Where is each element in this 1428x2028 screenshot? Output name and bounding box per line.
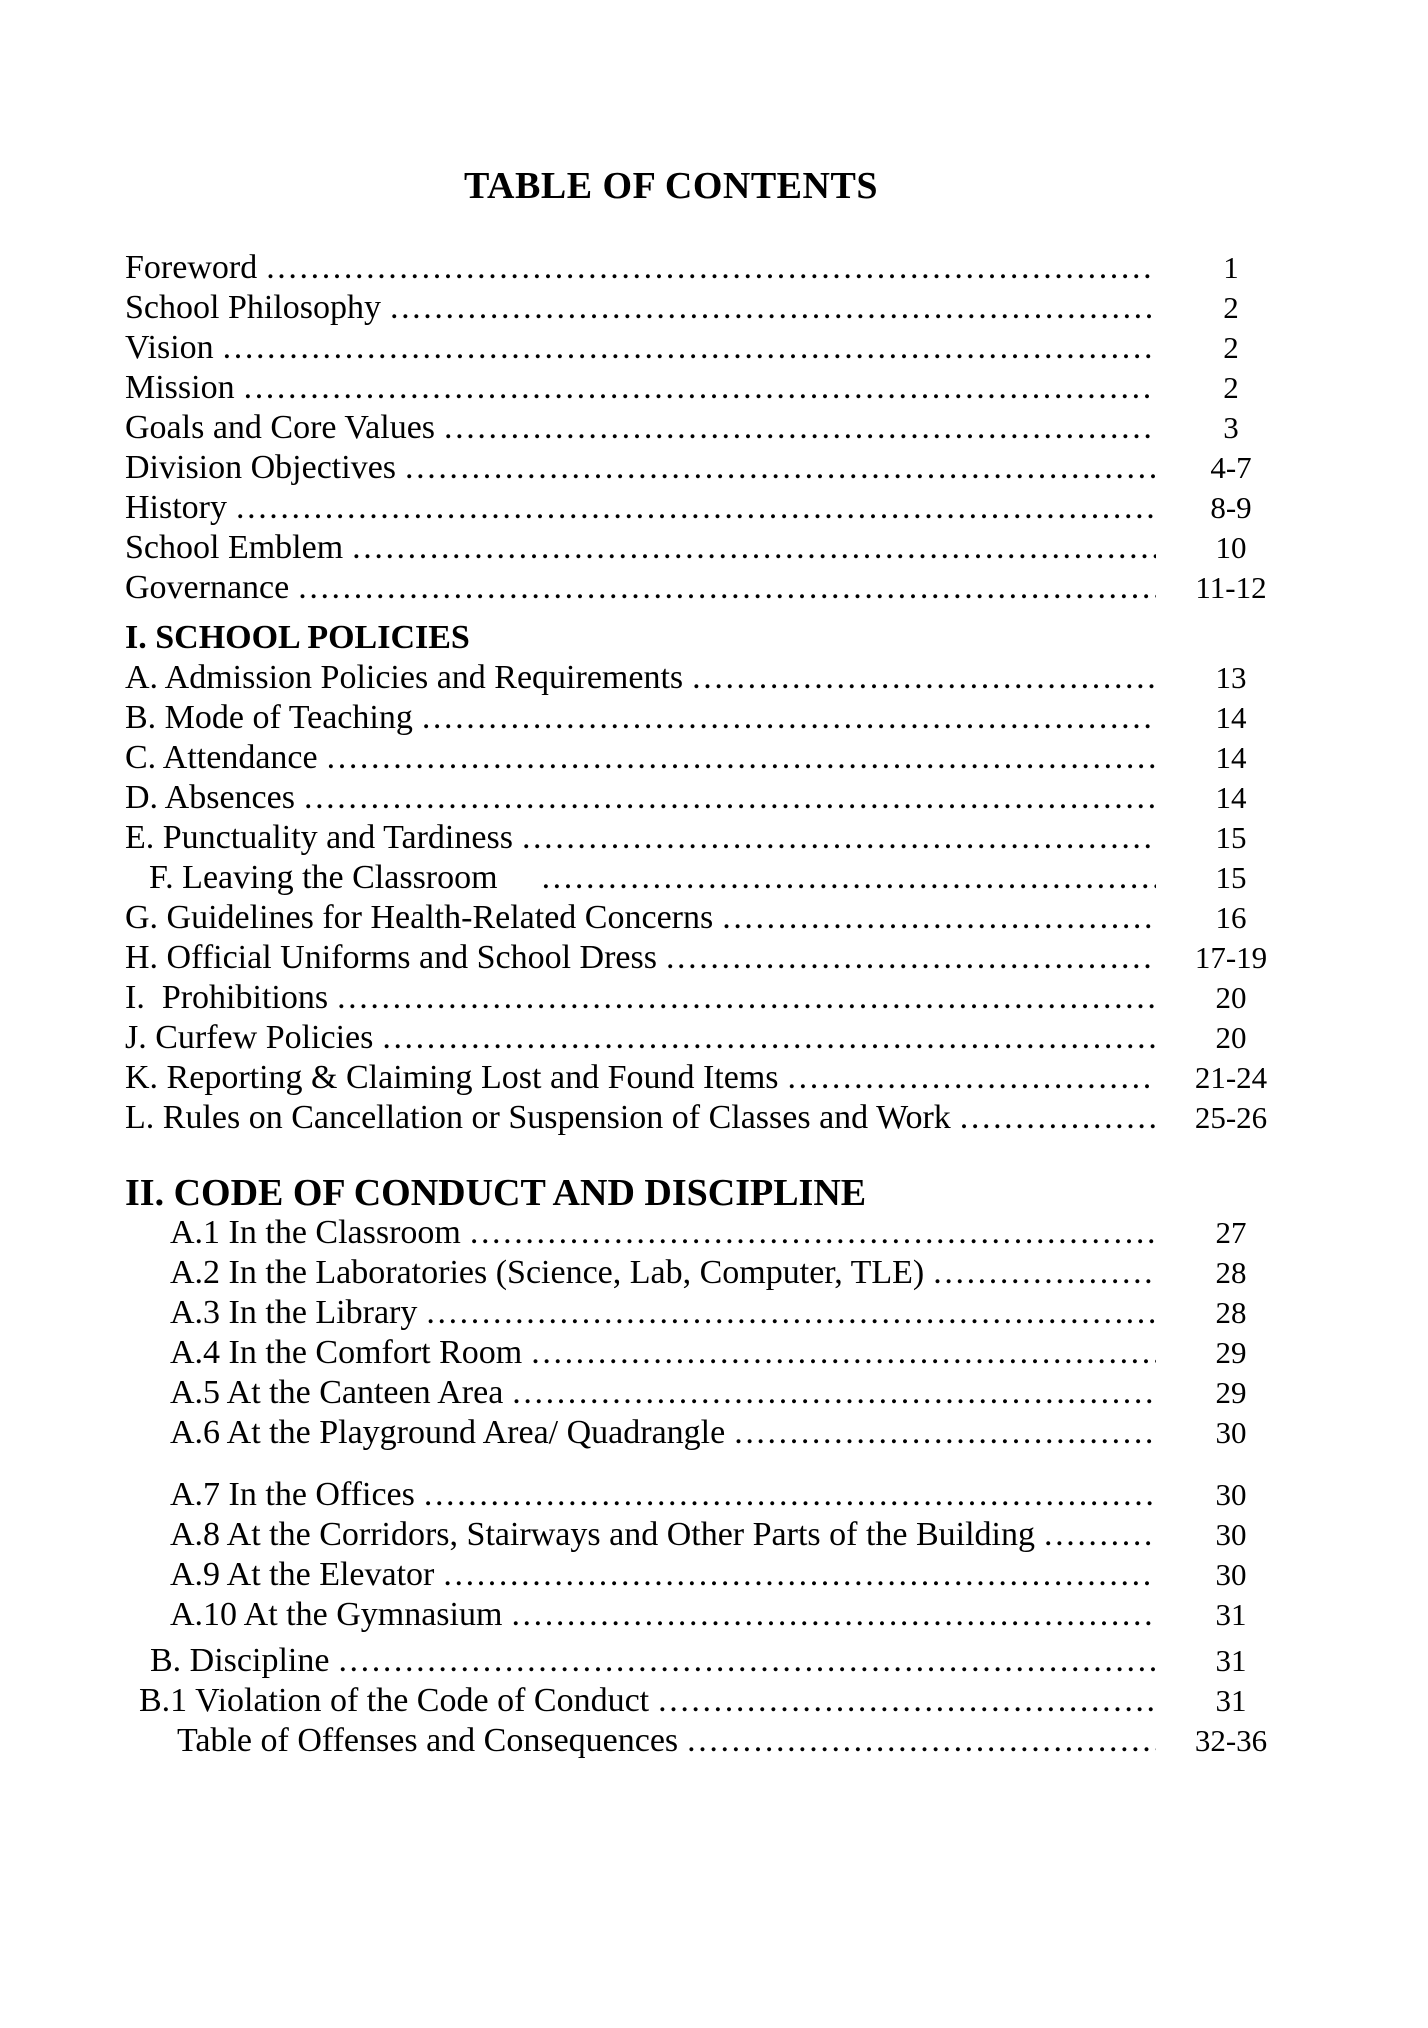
toc-entry	[122, 778, 1306, 818]
toc-entry-label: G. Guidelines for Health-Related Concerns	[125, 899, 714, 936]
section-heading-code-of-conduct: II. CODE OF CONDUCT AND DISCIPLINE	[125, 1172, 867, 1214]
toc-entry	[122, 1681, 1306, 1721]
dot-leader	[422, 698, 1156, 738]
dot-leader	[337, 978, 1156, 1018]
toc-entry-page: 21-24	[1194, 1060, 1268, 1095]
toc-entry	[122, 1058, 1306, 1098]
toc-entry	[122, 738, 1306, 778]
code-of-conduct-list	[122, 1213, 1306, 1761]
toc-entry	[122, 1333, 1306, 1373]
dot-leader	[352, 528, 1156, 568]
toc-entry-label: D. Absences	[125, 779, 295, 816]
toc-entry-page: 14	[1215, 740, 1247, 775]
toc-entry-page: 14	[1215, 780, 1247, 815]
toc-entry	[122, 898, 1306, 938]
toc-entry	[122, 1515, 1306, 1555]
toc-entry-label: K. Reporting & Claiming Lost and Found Items	[125, 1059, 779, 1096]
toc-entry-page: 30	[1215, 1557, 1247, 1592]
toc-entry-page: 31	[1215, 1597, 1247, 1632]
toc-entry	[122, 248, 1306, 288]
front-matter-list	[122, 248, 1306, 608]
toc-entry-label: I. Prohibitions	[125, 979, 329, 1016]
dot-leader	[658, 1681, 1156, 1721]
dot-leader	[244, 368, 1156, 408]
toc-entry-label: Governance	[125, 569, 290, 606]
toc-entry	[122, 658, 1306, 698]
dot-leader	[223, 328, 1156, 368]
toc-entry-page: 13	[1215, 660, 1247, 695]
toc-entry-label: Mission	[125, 369, 235, 406]
toc-entry	[122, 1293, 1306, 1333]
toc-entry-label: A.8 At the Corridors, Stairways and Other Parts of the Building	[170, 1516, 1036, 1553]
toc-entry-label: J. Curfew Policies	[125, 1019, 374, 1056]
toc-entry	[122, 1098, 1306, 1138]
toc-entry	[122, 368, 1306, 408]
toc-entry-label: History	[125, 489, 227, 526]
toc-entry-page: 30	[1215, 1477, 1247, 1512]
dot-leader	[522, 818, 1156, 858]
dot-leader	[327, 738, 1156, 778]
toc-entry-page: 11-12	[1195, 570, 1267, 605]
toc-entry	[122, 1253, 1306, 1293]
school-policies-list	[122, 658, 1306, 1138]
toc-entry	[122, 288, 1306, 328]
toc-entry-label: Division Objectives	[125, 449, 397, 486]
toc-entry-label: C. Attendance	[125, 739, 318, 776]
dot-leader	[531, 1333, 1156, 1373]
toc-entry-label: F. Leaving the Classroom	[149, 859, 498, 896]
toc-entry-page: 31	[1215, 1683, 1247, 1718]
dot-leader	[687, 1721, 1156, 1761]
dot-leader	[266, 248, 1156, 288]
toc-entry-page: 25-26	[1194, 1100, 1268, 1135]
dot-leader	[304, 778, 1156, 818]
toc-entry-label: B. Discipline	[150, 1642, 330, 1679]
toc-entry-label: A.4 In the Comfort Room	[170, 1334, 523, 1371]
dot-leader	[542, 858, 1156, 898]
toc-entry-page: 14	[1215, 700, 1247, 735]
toc-content	[122, 0, 1306, 1761]
toc-entry-page: 4-7	[1210, 450, 1252, 485]
dot-leader	[734, 1413, 1156, 1453]
dot-leader	[512, 1373, 1156, 1413]
dot-leader	[788, 1058, 1156, 1098]
dot-leader	[298, 568, 1156, 608]
toc-entry	[122, 1475, 1306, 1515]
dot-leader	[470, 1213, 1156, 1253]
dot-leader	[236, 488, 1156, 528]
toc-entry	[122, 1595, 1306, 1635]
toc-entry	[122, 568, 1306, 608]
toc-entry-page: 3	[1223, 410, 1239, 445]
toc-entry-label: H. Official Uniforms and School Dress	[125, 939, 657, 976]
toc-entry-label: A.9 At the Elevator	[170, 1556, 435, 1593]
toc-entry-page: 28	[1215, 1295, 1247, 1330]
toc-entry-label: A.2 In the Laboratories (Science, Lab, Computer, TLE)	[170, 1254, 925, 1291]
section-heading-school-policies: I. SCHOOL POLICIES	[125, 619, 470, 656]
toc-entry-page: 20	[1215, 1020, 1247, 1055]
toc-entry-label: B.1 Violation of the Code of Conduct	[139, 1682, 650, 1719]
dot-leader	[666, 938, 1156, 978]
toc-entry	[122, 698, 1306, 738]
toc-entry-page: 27	[1215, 1215, 1247, 1250]
dot-leader	[960, 1098, 1156, 1138]
toc-entry	[122, 1721, 1306, 1761]
toc-entry-label: School Emblem	[125, 529, 344, 566]
toc-entry-page: 32-36	[1194, 1723, 1268, 1758]
toc-entry-label: A.3 In the Library	[170, 1294, 418, 1331]
toc-entry-page: 2	[1223, 370, 1239, 405]
toc-entry-page: 17-19	[1194, 940, 1268, 975]
toc-entry-label: A.10 At the Gymnasium	[170, 1596, 503, 1633]
toc-entry	[122, 1018, 1306, 1058]
toc-entry	[122, 818, 1306, 858]
toc-entry	[122, 528, 1306, 568]
dot-leader	[443, 1555, 1156, 1595]
toc-entry-label: A.1 In the Classroom	[170, 1214, 461, 1251]
dot-leader	[692, 658, 1156, 698]
toc-entry	[122, 408, 1306, 448]
toc-entry-page: 8-9	[1210, 490, 1252, 525]
toc-entry-page: 29	[1215, 1335, 1247, 1370]
toc-entry	[122, 488, 1306, 528]
dot-leader	[405, 448, 1156, 488]
toc-entry-label: Vision	[125, 329, 214, 366]
toc-entry-page: 15	[1215, 820, 1247, 855]
toc-entry-page: 28	[1215, 1255, 1247, 1290]
dot-leader	[722, 898, 1156, 938]
toc-entry-label: School Philosophy	[125, 289, 381, 326]
dot-leader	[424, 1475, 1156, 1515]
toc-entry-label: Table of Offenses and Consequences	[177, 1722, 679, 1759]
toc-entry	[122, 448, 1306, 488]
toc-entry	[122, 858, 1306, 898]
dot-leader	[382, 1018, 1156, 1058]
dot-leader	[338, 1641, 1156, 1681]
toc-entry-label: Goals and Core Values	[125, 409, 436, 446]
toc-entry	[122, 1641, 1306, 1681]
toc-entry-page: 10	[1215, 530, 1247, 565]
toc-entry	[122, 978, 1306, 1018]
page-title: TABLE OF CONTENTS	[464, 165, 878, 207]
dot-leader	[426, 1293, 1156, 1333]
toc-entry	[122, 328, 1306, 368]
dot-leader	[511, 1595, 1156, 1635]
toc-entry-label: A.5 At the Canteen Area	[170, 1374, 504, 1411]
toc-entry-page: 31	[1215, 1643, 1247, 1678]
toc-entry-label: Foreword	[125, 249, 258, 286]
toc-entry-page: 29	[1215, 1375, 1247, 1410]
toc-entry	[122, 1413, 1306, 1453]
toc-entry-page: 1	[1223, 250, 1239, 285]
toc-entry	[122, 1373, 1306, 1413]
toc-entry-page: 2	[1223, 330, 1239, 365]
toc-entry-label: A. Admission Policies and Requirements	[125, 659, 684, 696]
toc-entry-page: 15	[1215, 860, 1247, 895]
dot-leader	[390, 288, 1156, 328]
toc-entry-page: 2	[1223, 290, 1239, 325]
toc-entry	[122, 938, 1306, 978]
toc-entry-label: B. Mode of Teaching	[125, 699, 413, 736]
dot-leader	[1044, 1515, 1156, 1555]
toc-entry-label: A.6 At the Playground Area/ Quadrangle	[170, 1414, 726, 1451]
toc-entry-page: 16	[1215, 900, 1247, 935]
toc-entry	[122, 1213, 1306, 1253]
toc-entry-label: E. Punctuality and Tardiness	[125, 819, 513, 856]
toc-entry-label: L. Rules on Cancellation or Suspension of Classes and Work	[125, 1099, 951, 1136]
toc-entry-page: 30	[1215, 1517, 1247, 1552]
toc-entry	[122, 1555, 1306, 1595]
toc-entry-page: 20	[1215, 980, 1247, 1015]
toc-entry-label: A.7 In the Offices	[170, 1476, 415, 1513]
toc-entry-page: 30	[1215, 1415, 1247, 1450]
dot-leader	[933, 1253, 1156, 1293]
dot-leader	[444, 408, 1156, 448]
